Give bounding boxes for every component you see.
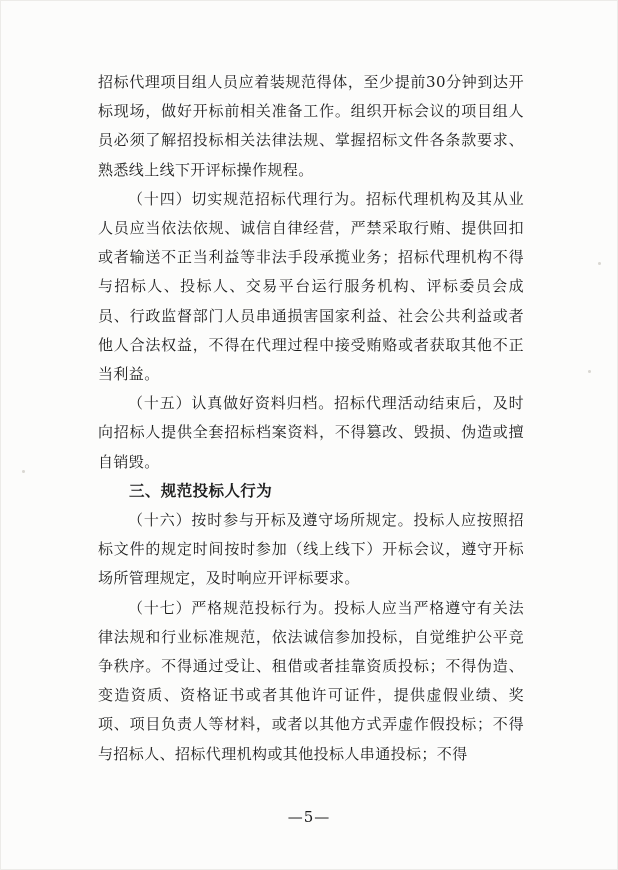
paragraph-17 — [98, 594, 524, 769]
paragraph-15-text: 招标代理活动结束后，及时向招标人提供全套招标档案资料，不得篡改、毁损、伪造或擅自销毁。 — [98, 394, 524, 471]
scan-speck — [22, 470, 25, 473]
scan-speck — [588, 370, 591, 373]
paragraph-1-text: 招标代理项目组人员应着装规范得体，至少提前30分钟到达开标现场，做好开标前相关准备工作。组织开标会议的项目组人员必须了解招投标相关法律法规、掌握招标文件各条款要求、熟悉线上线下开评标操作规程。 — [98, 73, 524, 179]
paragraph-14-lead: （十四）切实规范招标代理行为。 — [128, 189, 366, 208]
paragraph-14-text: 招标代理机构及其从业人员应当依法依规、诚信自律经营，严禁采取行贿、提供回扣或者输送不正当利益等非法手段承揽业务；招标代理机构不得与招标人、投标人、交易平台运行服务机构、评标委员会成员、行政监督部门人员串通损害国家利益、社会公共利益或者他人合法权益，不得在代理过程中接受贿赂或者获取其他不正当利益。 — [98, 189, 524, 384]
paragraph-17-lead: （十七）严格规范投标行为。 — [128, 598, 335, 617]
page-number: —5— — [287, 808, 331, 826]
document-body — [98, 68, 524, 769]
paragraph-16-lead: （十六）按时参与开标及遵守场所规定。 — [128, 511, 414, 530]
paragraph-17-text: 投标人应当严格遵守有关法律法规和行业标准规范，依法诚信参加投标，自觉维护公平竞争秩序。不得通过受让、租借或者挂靠资质投标；不得伪造、变造资质、资格证书或者其他许可证件，提供虚假业绩、奖项、项目负责人等材料，或者以其他方式弄虚作假投标；不得与招标人、招标代理机构或其他投标人串通投标；不得 — [98, 598, 524, 763]
paragraph-1 — [98, 68, 524, 185]
paragraph-15-lead: （十五）认真做好资料归档。 — [128, 394, 335, 413]
paragraph-16-text: 投标人应按照招标文件的规定时间按时参加（线上线下）开标会议，遵守开标场所管理规定，及时响应开评标要求。 — [98, 511, 525, 588]
paragraph-15 — [98, 389, 524, 477]
scan-speck — [598, 262, 601, 265]
paragraph-16 — [98, 506, 524, 594]
section-heading: 三、规范投标人行为 — [129, 481, 273, 500]
paragraph-14 — [98, 185, 524, 389]
